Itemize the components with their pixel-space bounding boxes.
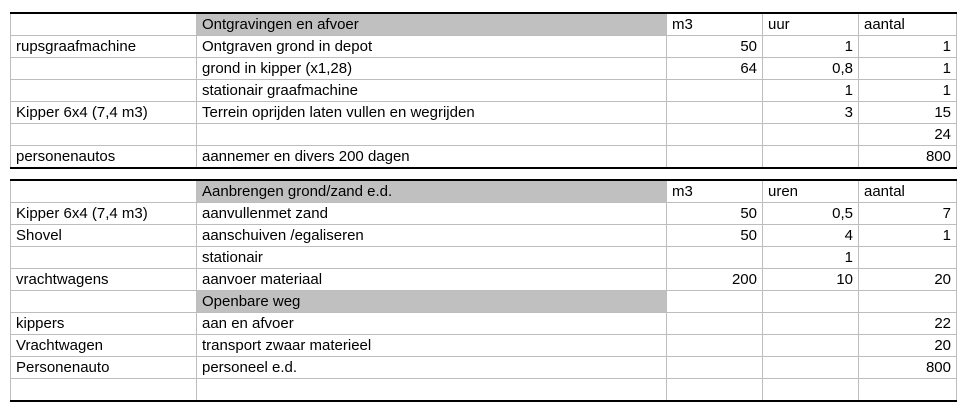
table-row	[11, 36, 957, 58]
cell-b[interactable]: aanvullenmet zand	[197, 203, 667, 225]
cell-d[interactable]	[763, 379, 859, 402]
cell-e[interactable]: 20	[859, 269, 957, 291]
cell-c[interactable]	[667, 247, 763, 269]
cell-e[interactable]: 800	[859, 357, 957, 379]
cell-c[interactable]: 64	[667, 58, 763, 80]
cell-a[interactable]: rupsgraafmachine	[11, 36, 197, 58]
cell-e[interactable]: 15	[859, 102, 957, 124]
table-row	[11, 80, 957, 102]
cell-d[interactable]: 1	[763, 36, 859, 58]
spacer-cell	[667, 168, 763, 180]
cell-b[interactable]: personeel e.d.	[197, 357, 667, 379]
cell-d[interactable]: 1	[763, 247, 859, 269]
cell-b[interactable]: aannemer en divers 200 dagen	[197, 146, 667, 169]
cell-c[interactable]: 50	[667, 225, 763, 247]
cell-c[interactable]	[667, 291, 763, 313]
cell-a[interactable]	[11, 58, 197, 80]
cell-e[interactable]: 1	[859, 225, 957, 247]
cell-e[interactable]: 800	[859, 146, 957, 169]
spreadsheet	[10, 12, 956, 402]
cell-a[interactable]: vrachtwagens	[11, 269, 197, 291]
cell-d[interactable]	[763, 146, 859, 169]
cell-b[interactable]: Ontgraven grond in depot	[197, 36, 667, 58]
cell-e[interactable]: 1	[859, 58, 957, 80]
cell-a[interactable]	[11, 379, 197, 402]
table-row	[11, 124, 957, 146]
table-row	[11, 102, 957, 124]
cell-c[interactable]	[667, 146, 763, 169]
cell-a[interactable]: Vrachtwagen	[11, 335, 197, 357]
subsection-header-row	[11, 291, 957, 313]
cell-d[interactable]: 10	[763, 269, 859, 291]
cell-c[interactable]: 50	[667, 36, 763, 58]
table-row	[11, 379, 957, 402]
cell-a[interactable]	[11, 180, 197, 203]
cost-table	[10, 12, 957, 402]
cell-c[interactable]	[667, 379, 763, 402]
cell-c[interactable]	[667, 102, 763, 124]
cell-d[interactable]	[763, 357, 859, 379]
cell-c[interactable]: m3	[667, 13, 763, 36]
table-row	[11, 313, 957, 335]
spacer-cell	[197, 168, 667, 180]
cell-b[interactable]: Openbare weg	[197, 291, 667, 313]
cell-a[interactable]: kippers	[11, 313, 197, 335]
cell-a[interactable]	[11, 124, 197, 146]
spacer-cell	[859, 168, 957, 180]
cell-b[interactable]: transport zwaar materieel	[197, 335, 667, 357]
cell-d[interactable]	[763, 313, 859, 335]
section-header-row	[11, 13, 957, 36]
cell-b[interactable]: stationair graafmachine	[197, 80, 667, 102]
cell-e[interactable]: aantal	[859, 13, 957, 36]
cell-d[interactable]	[763, 291, 859, 313]
cell-b[interactable]: aanschuiven /egaliseren	[197, 225, 667, 247]
cell-d[interactable]: 0,5	[763, 203, 859, 225]
cell-b[interactable]	[197, 124, 667, 146]
cell-b[interactable]: stationair	[197, 247, 667, 269]
cell-d[interactable]: 0,8	[763, 58, 859, 80]
cell-e[interactable]: 7	[859, 203, 957, 225]
cell-b[interactable]: Aanbrengen grond/zand e.d.	[197, 180, 667, 203]
table-row	[11, 357, 957, 379]
cell-b[interactable]: Terrein oprijden laten vullen en wegrijden	[197, 102, 667, 124]
cell-e[interactable]: 1	[859, 80, 957, 102]
table-body	[11, 13, 957, 401]
cell-a[interactable]: Personenauto	[11, 357, 197, 379]
cell-a[interactable]: Kipper 6x4 (7,4 m3)	[11, 203, 197, 225]
table-row	[11, 269, 957, 291]
cell-c[interactable]: m3	[667, 180, 763, 203]
cell-d[interactable]	[763, 124, 859, 146]
cell-c[interactable]	[667, 335, 763, 357]
cell-e[interactable]	[859, 247, 957, 269]
cell-d[interactable]: uur	[763, 13, 859, 36]
cell-a[interactable]	[11, 247, 197, 269]
cell-e[interactable]	[859, 379, 957, 402]
spacer-row	[11, 168, 957, 180]
cell-b[interactable]: Ontgravingen en afvoer	[197, 13, 667, 36]
cell-e[interactable]: aantal	[859, 180, 957, 203]
cell-d[interactable]: 3	[763, 102, 859, 124]
cell-e[interactable]: 22	[859, 313, 957, 335]
table-row	[11, 58, 957, 80]
cell-d[interactable]: 1	[763, 80, 859, 102]
table-row	[11, 225, 957, 247]
cell-a[interactable]: personenautos	[11, 146, 197, 169]
spacer-cell	[11, 168, 197, 180]
cell-d[interactable]: uren	[763, 180, 859, 203]
cell-a[interactable]	[11, 291, 197, 313]
cell-e[interactable]: 1	[859, 36, 957, 58]
cell-e[interactable]	[859, 291, 957, 313]
table-row	[11, 247, 957, 269]
cell-b[interactable]: grond in kipper (x1,28)	[197, 58, 667, 80]
cell-c[interactable]	[667, 357, 763, 379]
cell-a[interactable]: Kipper 6x4 (7,4 m3)	[11, 102, 197, 124]
cell-d[interactable]: 4	[763, 225, 859, 247]
cell-c[interactable]: 50	[667, 203, 763, 225]
table-row	[11, 335, 957, 357]
spacer-cell	[763, 168, 859, 180]
cell-e[interactable]: 20	[859, 335, 957, 357]
cell-b[interactable]: aanvoer materiaal	[197, 269, 667, 291]
table-row	[11, 203, 957, 225]
section-header-row	[11, 180, 957, 203]
cell-a[interactable]	[11, 13, 197, 36]
cell-e[interactable]: 24	[859, 124, 957, 146]
cell-d[interactable]	[763, 335, 859, 357]
table-row	[11, 146, 957, 169]
cell-b[interactable]: aan en afvoer	[197, 313, 667, 335]
cell-c[interactable]: 200	[667, 269, 763, 291]
cell-a[interactable]	[11, 80, 197, 102]
cell-c[interactable]	[667, 313, 763, 335]
cell-c[interactable]	[667, 80, 763, 102]
cell-b[interactable]	[197, 379, 667, 402]
cell-c[interactable]	[667, 124, 763, 146]
cell-a[interactable]: Shovel	[11, 225, 197, 247]
